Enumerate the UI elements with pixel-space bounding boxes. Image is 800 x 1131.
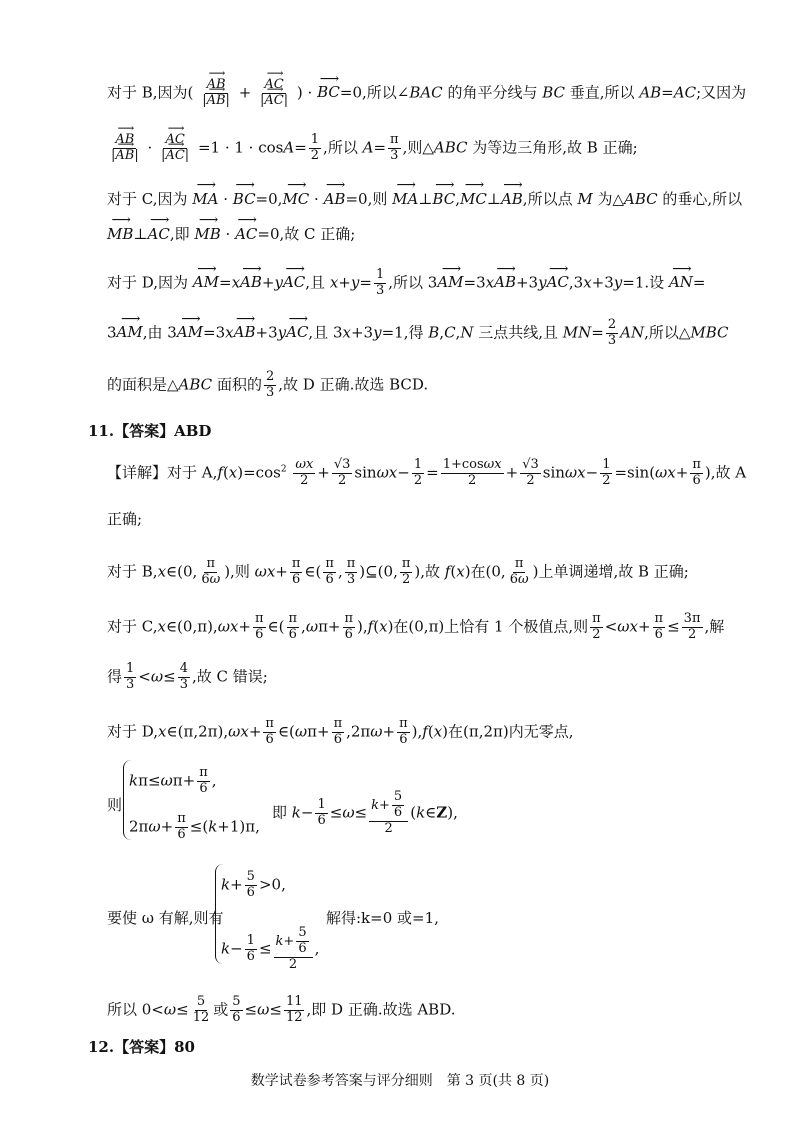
option-d-line-2: 3⟶ AM,由 3⟶ AM=3x⟶ AB+3y⟶ AC,且 3x+3y=1,得 B,C,N 三点共线,且 MN= $\frac{2}{3}$ AN,所以△MBC (107, 318, 729, 349)
q11-c-line-2: 得 $\frac{1}{3}$ <ω≤ $\frac{4}{3}$ ,故 C 错误; (107, 661, 268, 692)
system-2 (215, 864, 335, 972)
q11-b-line: 对于 B,x∈(0, $\frac{\pi}{6\omega}$ ),则 ωx+ $\frac{\pi}{6}$ ∈( $\frac{\pi}{6}$ , $\frac{\pi}{3}$ )⊆(0, $\frac{\pi}{2}$ ),故 f(x)在(0, $\frac{\pi}{6\omega}$ )上单调递增,故 B 正确; (107, 556, 689, 587)
option-b-line-2: ⟶ $\frac{AB}{|⟶ AB|}$ · ⟶ $\frac{AC}{|⟶ AC|}$ =1 · 1 · cosA= $\frac{1}{2}$ ,所以 A= $\frac{\pi}{3}$ ,则△ABC 为等边三角形,故 B 正确; (107, 133, 638, 164)
option-c-line-1: 对于 C,因为 ⟶ MA · ⟶ BC=0,⟶ MC · ⟶ AB=0,则 ⟶ MA⊥⟶ BC,⟶ MC⊥⟶ AB,所以点 M 为△ABC 的垂心,所以 (107, 192, 742, 207)
q12-answer-label: 12.【答案】80 (88, 1038, 195, 1056)
system-1 (123, 760, 283, 840)
page-footer: 数学试卷参考答案与评分细则 第 3 页(共 8 页) (250, 1073, 550, 1089)
system-1-result: 即 k− $\frac{1}{6}$ ≤ω≤ k+ $\frac{5}{6}$ 2 (k∈Z), (272, 789, 458, 836)
q11-d-final: 所以 0<ω≤ $\frac{5}{12}$ 或 $\frac{5}{6}$ ≤ω≤ $\frac{11}{12}$ ,即 D 正确.故选 ABD. (107, 994, 456, 1025)
system-2-prefix: 要使 ω 有解,则有 (107, 909, 224, 927)
system-2-row-2: k− $\frac{1}{6}$ ≤ k+ $\frac{5}{6}$ 2 , (221, 925, 320, 972)
option-d-line-1: 对于 D,因为 ⟶ AM=x⟶ AB+y⟶ AC,且 x+y= $\frac{1}{3}$ ,所以 3⟶ AM=3x⟶ AB+3y⟶ AC,3x+3y=1.设 ⟶ AN= (107, 268, 705, 299)
q11-answer-label: 11.【答案】ABD (88, 422, 212, 440)
system-2-result: 解得:k=0 或=1, (326, 909, 439, 927)
system-1-row-2: 2πω+ $\frac{\pi}{6}$ ≤(k+1)π, (129, 811, 260, 842)
q11-detail-line-2: 正确; (107, 510, 143, 528)
q11-d-line-1: 对于 D,x∈(π,2π),ωx+ $\frac{\pi}{6}$ ∈(ωπ+ $\frac{\pi}{6}$ ,2πω+ $\frac{\pi}{6}$ ),f(x)在(π,2π)内无零点, (107, 716, 574, 747)
system-1-prefix: 则 (107, 796, 123, 814)
option-b-line-1: 对于 B,因为( ⟶ $\frac{AB}{|⟶ AB|}$ + ⟶ $\frac{AC}{|⟶ AC|}$ ) · ⟶ BC=0,所以∠BAC 的角平分线与 BC 垂直,所以 AB=AC;又因为 (107, 78, 746, 109)
option-c-line-2: ⟶ MB⊥⟶ AC,即 ⟶ MB · ⟶ AC=0,故 C 正确; (107, 227, 355, 242)
q11-c-line-1: 对于 C,x∈(0,π),ωx+ $\frac{\pi}{6}$ ∈( $\frac{\pi}{6}$ ,ωπ+ $\frac{\pi}{6}$ ),f(x)在(0,π)上恰有 1 个极值点,则 $\frac{\pi}{2}$ <ωx+ $\frac{\pi}{6}$ ≤ $\frac{3\pi}{2}$ ,解 (107, 611, 725, 642)
option-d-line-3: 的面积是△ABC 面积的 $\frac{2}{3}$ ,故 D 正确.故选 BCD. (107, 369, 429, 400)
q11-detail-line-1: 【详解】对于 $A,f(x)=\cos^2$ $\frac{\omega x}{2}$ + $\frac{√3}{2}$ sinωx− $\frac{1}{2}$ = $\frac{1+\cos\omega x}{2}$ + $\frac{√3}{2}$ sinωx− $\frac{1}{2}$ =sin(ωx+ $\frac{\pi}{6}$ ),故 A (107, 457, 747, 488)
system-2-row-1: k+ $\frac{5}{6}$ >0, (221, 869, 286, 900)
system-1-row-1: kπ≤ωπ+ $\frac{\pi}{6}$ , (129, 765, 217, 796)
